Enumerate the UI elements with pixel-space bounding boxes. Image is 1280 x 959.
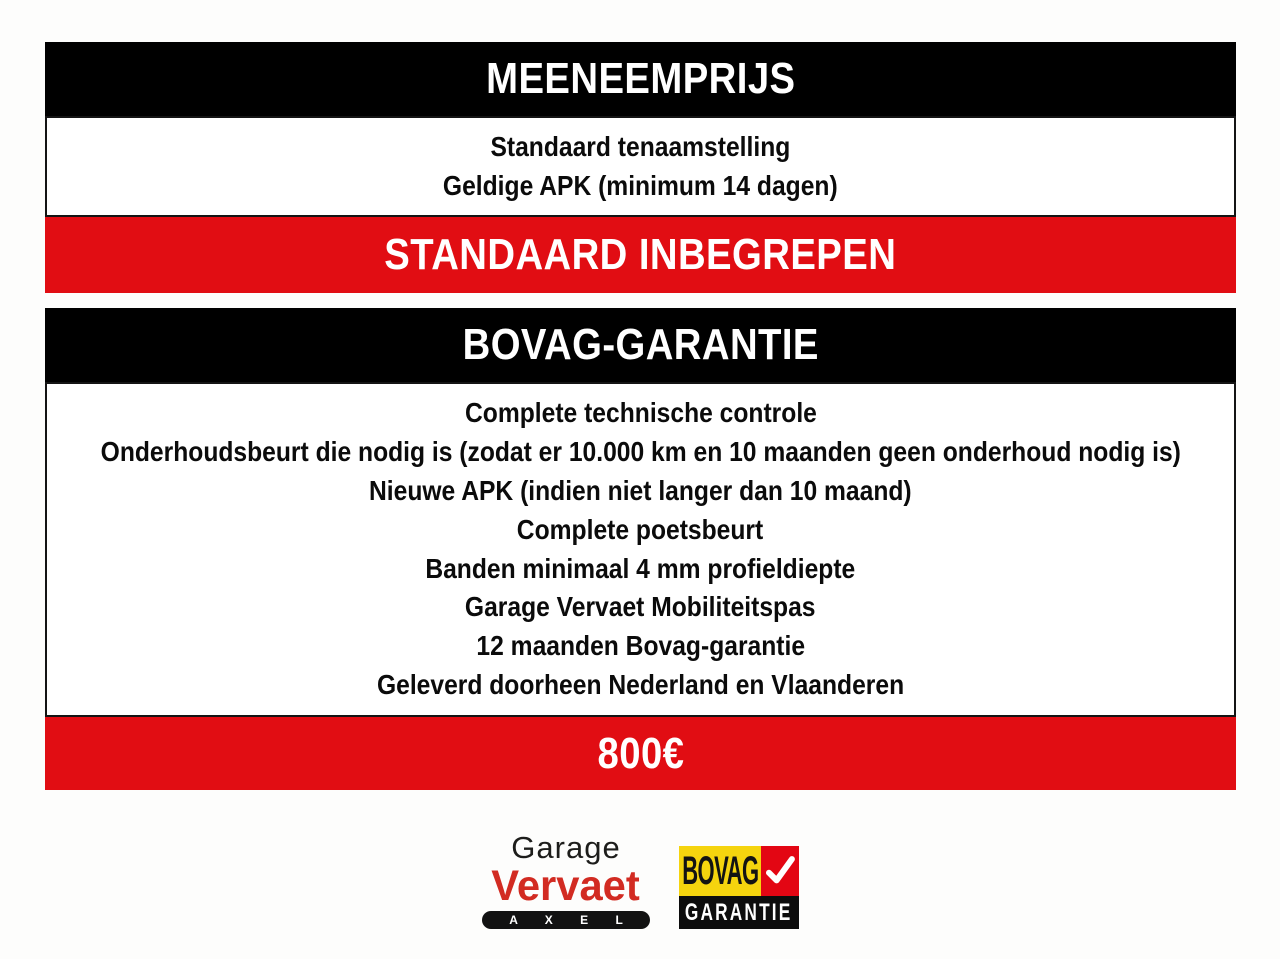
bovag-garantie-details bbox=[45, 382, 1236, 717]
bovag-item: Banden minimaal 4 mm profieldiepte bbox=[425, 552, 856, 584]
meeneemprijs-item: Standaard tenaamstelling bbox=[490, 130, 791, 162]
bovag-item: 12 maanden Bovag-garantie bbox=[476, 630, 805, 662]
checkmark-icon bbox=[763, 854, 797, 888]
garage-logo-top: Garage bbox=[511, 830, 621, 865]
bovag-badge-brand-box bbox=[679, 846, 761, 896]
bovag-garantie-badge bbox=[679, 846, 799, 929]
garage-logo-city-pill bbox=[482, 911, 650, 929]
standaard-inbegrepen-title: STANDAARD INBEGREPEN bbox=[384, 230, 897, 279]
bovag-badge-check-box bbox=[761, 846, 799, 896]
bovag-badge-label-box bbox=[679, 896, 799, 929]
bovag-item: Nieuwe APK (indien niet langer dan 10 maand) bbox=[369, 474, 912, 506]
garage-vervaet-logo bbox=[482, 832, 650, 929]
price-poster bbox=[45, 42, 1236, 929]
bovag-badge-brand: BOVAG bbox=[681, 849, 759, 893]
bovag-item: Complete poetsbeurt bbox=[517, 513, 764, 545]
section-divider bbox=[45, 293, 1236, 308]
bovag-item: Complete technische controle bbox=[464, 397, 817, 429]
footer-logos bbox=[45, 832, 1236, 929]
price-value: 800€ bbox=[597, 728, 684, 778]
meeneemprijs-banner bbox=[45, 42, 1236, 116]
price-banner bbox=[45, 717, 1236, 790]
bovag-item: Geleverd doorheen Nederland en Vlaanderen bbox=[376, 668, 905, 700]
meeneemprijs-details bbox=[45, 116, 1236, 217]
meeneemprijs-item: Geldige APK (minimum 14 dagen) bbox=[443, 169, 838, 201]
meeneemprijs-title: MEENEEMPRIJS bbox=[485, 54, 796, 103]
garage-logo-city: A X E L bbox=[509, 913, 635, 927]
bovag-badge-label: GARANTIE bbox=[685, 898, 793, 926]
bovag-item: Garage Vervaet Mobiliteitspas bbox=[465, 591, 816, 623]
garage-logo-name: Vervaet bbox=[491, 862, 641, 910]
bovag-garantie-title: BOVAG-GARANTIE bbox=[462, 320, 819, 369]
bovag-garantie-banner bbox=[45, 308, 1236, 382]
bovag-badge-top bbox=[679, 846, 799, 896]
standaard-inbegrepen-banner bbox=[45, 217, 1236, 293]
bovag-item: Onderhoudsbeurt die nodig is (zodat er 10.000 km en 10 maanden geen onderhoud nodig is) bbox=[100, 436, 1181, 468]
